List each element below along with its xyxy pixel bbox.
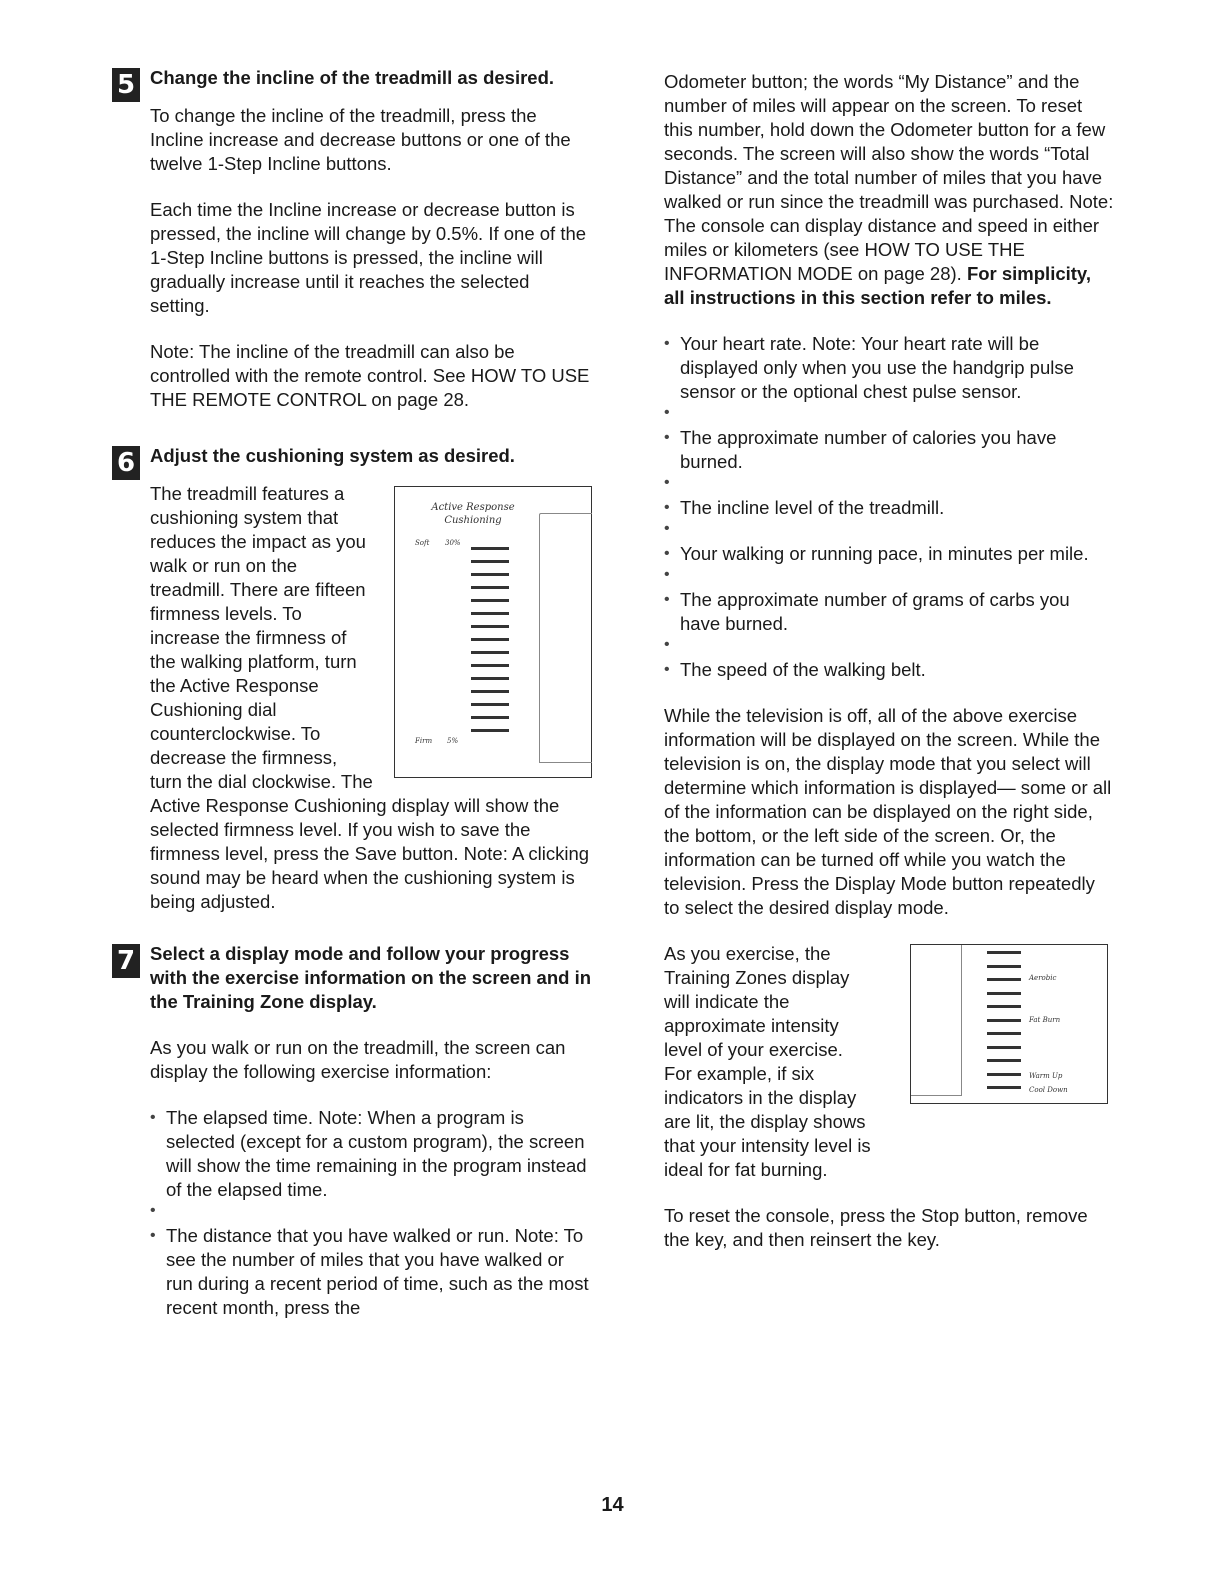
firmness-indicator — [471, 729, 509, 732]
zone-indicator — [987, 1059, 1021, 1062]
zone-indicator — [987, 951, 1021, 954]
cushioning-display-figure — [394, 486, 592, 778]
dial-outline — [539, 513, 592, 763]
firmness-indicator — [471, 690, 509, 693]
zone-indicator — [987, 1073, 1021, 1076]
left-column — [112, 66, 592, 1320]
bullet-list — [664, 332, 1114, 682]
warm-up-label: Warm Up — [1029, 1072, 1063, 1080]
paragraph: While the television is off, all of the above exercise information will be displayed on the screen. While the television is on, the display mode that you select will determine which information is displayed— some or all of the information can be displayed on the right side, the bottom, or the left side of the screen. Or, the information can be turned off while you watch the television. Press the Display Mode button repeatedly to select the desired display mode. — [664, 705, 1112, 918]
bullet-list — [150, 1106, 592, 1320]
list-item: • The incline level of the treadmill. — [664, 496, 1114, 520]
right-column — [664, 70, 1114, 1252]
paragraph: To reset the console, press the Stop button, remove the key, and then reinsert the key. — [664, 1205, 1088, 1250]
zone-indicator — [987, 1086, 1021, 1089]
zone-indicator — [987, 1019, 1021, 1022]
zone-indicator — [987, 978, 1021, 981]
zone-indicator — [987, 1032, 1021, 1035]
firmness-indicator — [471, 612, 509, 615]
firm-label: Firm — [415, 737, 433, 745]
zone-indicator — [987, 1005, 1021, 1008]
paragraph: Odometer button; the words “My Distance” and the number of miles will appear on the screen. To reset this number, hold down the Odometer button for a few seconds. The screen will also show the words “Total Distance” and the total number of miles that you have walked or run since the treadmill was purchased. Note: The console can display distance and speed in either miles or kilometers (see HOW TO USE THE INFORMATION MODE on page 28). For simplicity, all instructions in this section refer to miles. — [664, 71, 1114, 308]
list-item: • The approximate number of grams of carbs you have burned. — [664, 588, 1114, 636]
list-item: • The elapsed time. Note: When a program is selected (except for a custom program), the screen will show the time remaining in the program instead of the elapsed time. — [150, 1106, 592, 1202]
zone-indicator — [987, 965, 1021, 968]
paragraph: As you exercise, the Training Zones display will indicate the approximate intensity level of your exercise. For example, if six indicators in the display are lit, the display shows that your intensity level is ideal for fat burning. — [664, 943, 871, 1180]
firmness-indicator — [471, 716, 509, 719]
firmness-indicator — [471, 547, 509, 550]
soft-value: 30% — [445, 539, 461, 547]
list-item: • Your walking or running pace, in minutes per mile. — [664, 542, 1114, 566]
firmness-indicator — [471, 625, 509, 628]
cool-down-label: Cool Down — [1029, 1086, 1068, 1094]
firmness-indicator — [471, 664, 509, 667]
paragraph: Each time the Incline increase or decrease button is pressed, the incline will change by 0.5%. If one of the 1-Step Incline buttons is pressed, the incline will gradually increase until it reaches the selected setting. — [150, 199, 587, 316]
step-5 — [112, 66, 592, 100]
zone-indicator — [987, 1046, 1021, 1049]
firmness-indicator — [471, 651, 509, 654]
firm-value: 5% — [447, 737, 459, 745]
zone-outline — [911, 945, 962, 1096]
list-item: • The approximate number of calories you have burned. — [664, 426, 1114, 474]
fat-burn-label: Fat Burn — [1029, 1016, 1061, 1024]
paragraph: To change the incline of the treadmill, press the Incline increase and decrease buttons or one of the twelve 1-Step Incline buttons. — [150, 105, 571, 174]
firmness-indicator — [471, 560, 509, 563]
step-6 — [112, 444, 592, 478]
firmness-indicator — [471, 586, 509, 589]
paragraph: Note: The incline of the treadmill can also be controlled with the remote control. See HOW TO USE THE REMOTE CONTROL on page 28. — [150, 341, 590, 410]
list-item: • The distance that you have walked or run. Note: To see the number of miles that you have walked or run during a recent period of time, such as the most recent month, press the — [150, 1224, 592, 1320]
step-heading: Select a display mode and follow your progress with the exercise information on the screen and in the Training Zone display. — [150, 943, 592, 1012]
firmness-indicator — [471, 599, 509, 602]
firmness-indicator — [471, 638, 509, 641]
zone-indicator — [987, 992, 1021, 995]
step-number-badge: 7 — [112, 944, 140, 978]
step-number-badge: 6 — [112, 446, 140, 480]
paragraph: The treadmill features a cushioning system that reduces the impact as you walk or run on the treadmill. There are fifteen firmness levels. To increase the firmness of the walking platform, turn the Active Response Cushioning dial counterclockwise. To decrease the firmness, turn the dial clockwise. The Active Response Cushioning display will show the selected firmness level. If you wish to save the firmness level, press the Save button. Note: A clicking sound may be heard when the cushioning system is being adjusted. — [150, 483, 590, 912]
bold-note: For simplicity, all instructions in this section refer to miles. — [664, 263, 1091, 308]
page-number: 14 — [601, 1494, 624, 1516]
firmness-indicator — [471, 703, 509, 706]
step-number-badge: 5 — [112, 68, 140, 102]
soft-label: Soft — [415, 539, 430, 547]
step-heading: Adjust the cushioning system as desired. — [150, 445, 515, 466]
step-heading: Change the incline of the treadmill as desired. — [150, 67, 555, 88]
list-item: • Your heart rate. Note: Your heart rate will be displayed only when you use the handgrip pulse sensor or the optional chest pulse sensor. — [664, 332, 1114, 404]
step-7 — [112, 942, 592, 1014]
firmness-indicator — [471, 573, 509, 576]
training-zone-figure — [910, 944, 1108, 1104]
training-zones-section — [664, 942, 1114, 1182]
figure-title: Active Response Cushioning — [431, 502, 515, 526]
list-item: • The speed of the walking belt. — [664, 658, 1114, 682]
paragraph: As you walk or run on the treadmill, the screen can display the following exercise information: — [150, 1037, 566, 1082]
firmness-indicator — [471, 677, 509, 680]
aerobic-label: Aerobic — [1029, 974, 1057, 982]
